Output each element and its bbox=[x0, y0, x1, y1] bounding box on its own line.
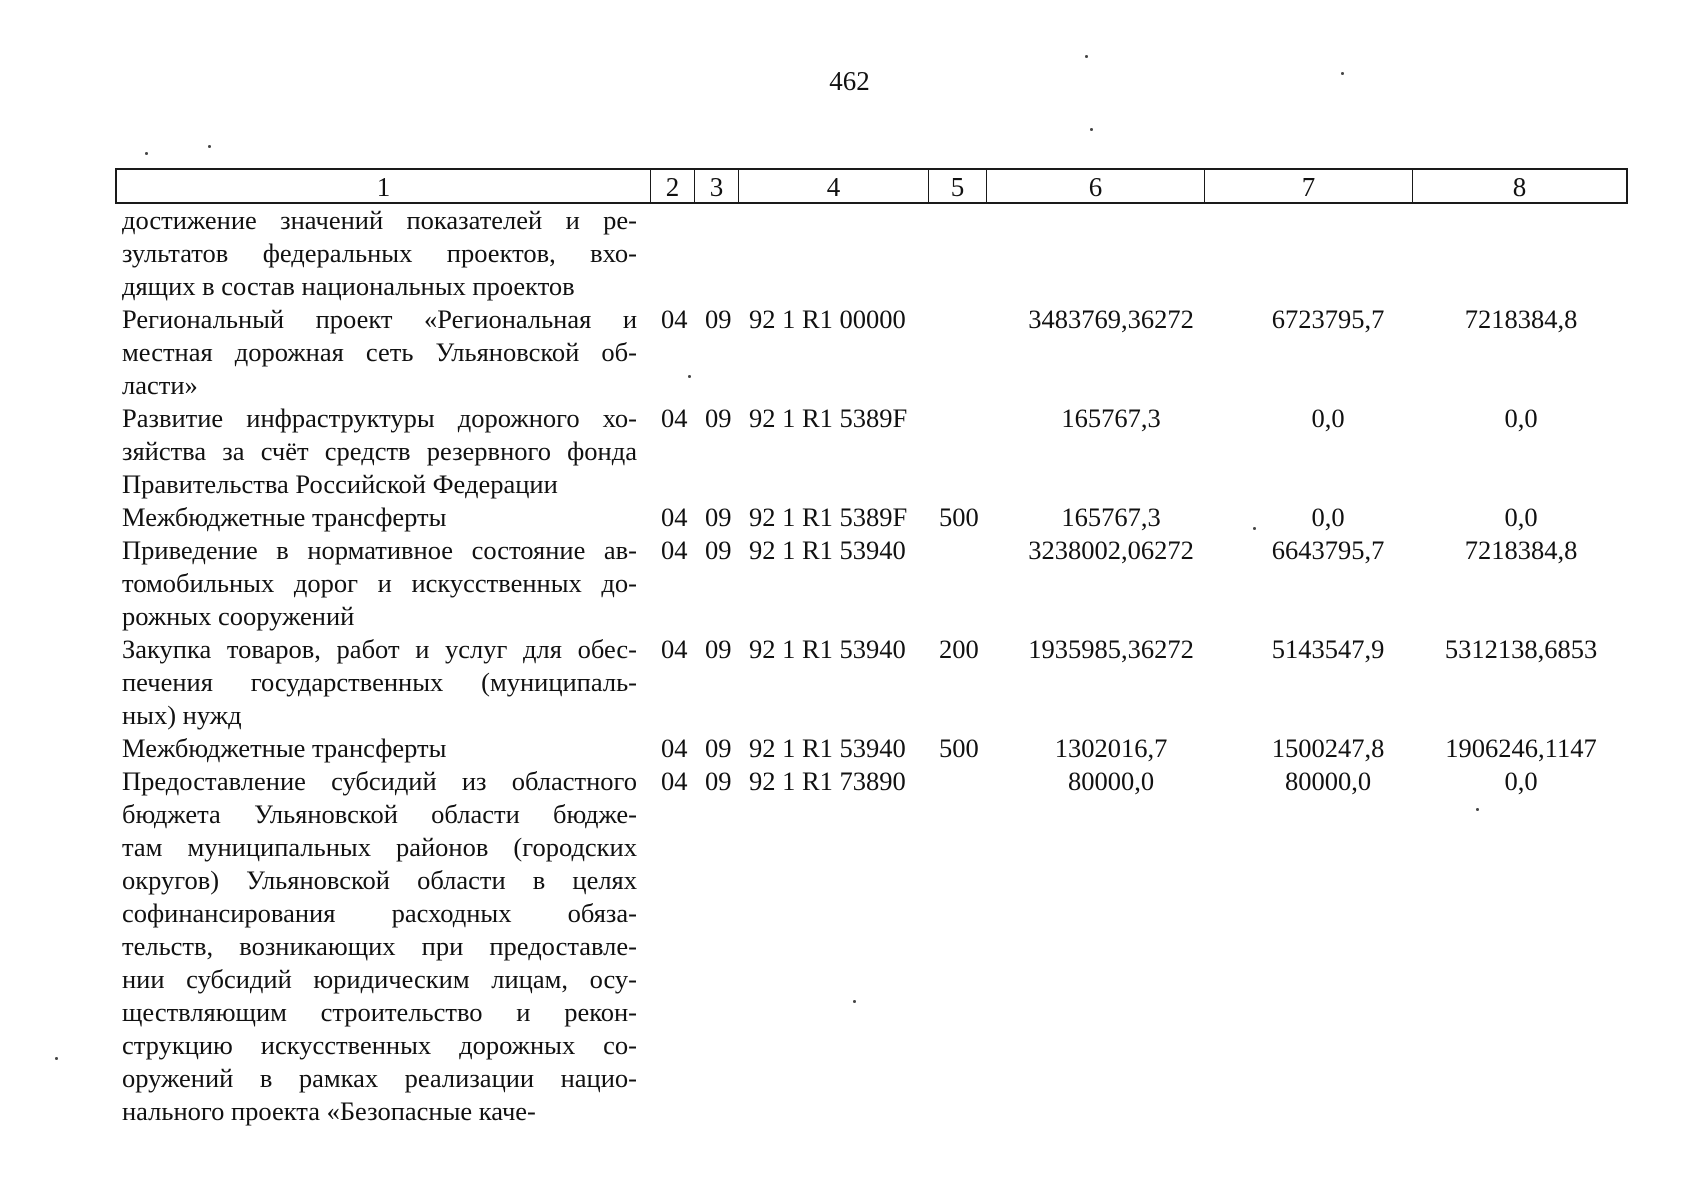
page-number: 462 bbox=[829, 66, 870, 96]
description-line: оружений в рамках реализации нацио- bbox=[122, 1063, 637, 1093]
cell-c7: 6643795,7 bbox=[1271, 535, 1385, 565]
cell-c6: 1302016,7 bbox=[1054, 733, 1168, 763]
description-line: зультатов федеральных проектов, вхо- bbox=[122, 238, 637, 268]
scan-speck bbox=[208, 145, 211, 148]
cell-c4: 92 1 R1 5389F bbox=[749, 502, 908, 532]
description-line: ласти» bbox=[122, 370, 198, 400]
description-line: Развитие инфраструктуры дорожного хо- bbox=[122, 403, 637, 433]
scan-speck bbox=[1090, 128, 1093, 131]
row-description bbox=[122, 204, 637, 303]
cell-c6: 165767,3 bbox=[1061, 502, 1161, 532]
cell-c8: 7218384,8 bbox=[1464, 304, 1578, 334]
cell-c8: 0,0 bbox=[1504, 403, 1538, 433]
cell-c5: 500 bbox=[939, 733, 979, 763]
cell-c3: 09 bbox=[705, 304, 732, 334]
cell-c4: 92 1 R1 00000 bbox=[749, 304, 906, 334]
cell-c7: 1500247,8 bbox=[1271, 733, 1385, 763]
cell-c7: 0,0 bbox=[1311, 403, 1345, 433]
table-row bbox=[122, 501, 1622, 534]
description-line: Региональный проект «Региональная и bbox=[122, 304, 637, 334]
cell-c4: 92 1 R1 73890 bbox=[749, 766, 906, 796]
cell-c8: 5312138,6853 bbox=[1444, 634, 1598, 664]
scan-speck bbox=[853, 1000, 856, 1003]
cell-c6: 3483769,36272 bbox=[1028, 304, 1194, 334]
table-row bbox=[122, 732, 1622, 765]
description-line: томобильных дорог и искусственных до- bbox=[122, 568, 637, 598]
row-description bbox=[122, 732, 637, 765]
cell-c6: 1935985,36272 bbox=[1028, 634, 1194, 664]
description-line: Закупка товаров, работ и услуг для обес- bbox=[122, 634, 637, 664]
cell-c4: 92 1 R1 53940 bbox=[749, 634, 906, 664]
cell-c7: 6723795,7 bbox=[1271, 304, 1385, 334]
column-header-2: 2 bbox=[651, 170, 695, 202]
description-line: софинансирования расходных обяза- bbox=[122, 898, 637, 928]
cell-c2: 04 bbox=[661, 502, 688, 532]
cell-c3: 09 bbox=[705, 535, 732, 565]
column-header-8: 8 bbox=[1512, 172, 1527, 202]
row-description bbox=[122, 303, 637, 402]
cell-c3: 09 bbox=[705, 502, 732, 532]
description-line: Приведение в нормативное состояние ав- bbox=[122, 535, 637, 565]
scan-speck bbox=[1476, 808, 1479, 811]
description-line: струкцию искусственных дорожных со- bbox=[122, 1030, 637, 1060]
table-row bbox=[122, 633, 1622, 732]
cell-c3: 09 bbox=[705, 403, 732, 433]
row-description bbox=[122, 633, 637, 732]
cell-c8: 0,0 bbox=[1504, 502, 1538, 532]
table-row bbox=[122, 534, 1622, 633]
table-row bbox=[122, 303, 1622, 402]
cell-c2: 04 bbox=[661, 304, 688, 334]
cell-c3: 09 bbox=[705, 634, 732, 664]
row-description bbox=[122, 765, 637, 1128]
table-row bbox=[122, 402, 1622, 501]
description-line: Правительства Российской Федерации bbox=[122, 469, 558, 499]
table-row bbox=[122, 765, 1622, 1128]
description-line: рожных сооружений bbox=[122, 601, 355, 631]
scan-speck bbox=[688, 375, 691, 378]
description-line: нии субсидий юридическим лицам, осу- bbox=[122, 964, 637, 994]
description-line: зяйства за счёт средств резервного фонда bbox=[122, 436, 637, 466]
column-header-1: 1 bbox=[117, 170, 651, 202]
cell-c2: 04 bbox=[661, 766, 688, 796]
cell-c5: 500 bbox=[939, 502, 979, 532]
cell-c4: 92 1 R1 5389F bbox=[749, 403, 908, 433]
description-line: печения государственных (муниципаль- bbox=[122, 667, 637, 697]
description-line: тельств, возникающих при предоставле- bbox=[122, 931, 637, 961]
column-header-3: 3 bbox=[695, 170, 739, 202]
column-header-row bbox=[115, 168, 1628, 204]
description-line: округов) Ульяновской области в целях bbox=[122, 865, 637, 895]
description-line: нального проекта «Безопасные каче- bbox=[122, 1096, 536, 1126]
scan-speck bbox=[145, 152, 148, 155]
cell-c3: 09 bbox=[705, 766, 732, 796]
row-description bbox=[122, 402, 637, 501]
column-header-7: 7 bbox=[1205, 170, 1413, 202]
table-body bbox=[122, 204, 1622, 1128]
cell-c2: 04 bbox=[661, 733, 688, 763]
cell-c6: 165767,3 bbox=[1061, 403, 1161, 433]
cell-c8: 1906246,1147 bbox=[1445, 733, 1597, 763]
cell-c6: 80000,0 bbox=[1067, 766, 1155, 796]
description-line: дящих в состав национальных проектов bbox=[122, 271, 575, 301]
column-header-4: 4 bbox=[739, 170, 929, 202]
cell-c2: 04 bbox=[661, 634, 688, 664]
cell-c2: 04 bbox=[661, 535, 688, 565]
description-line: ных) нужд bbox=[122, 700, 242, 730]
column-header-5: 5 bbox=[929, 170, 987, 202]
cell-c7: 0,0 bbox=[1311, 502, 1345, 532]
row-description bbox=[122, 501, 637, 534]
description-line: Предоставление субсидий из областного bbox=[122, 766, 637, 796]
cell-c7: 5143547,9 bbox=[1271, 634, 1385, 664]
scan-speck bbox=[1253, 527, 1256, 530]
cell-c8: 7218384,8 bbox=[1464, 535, 1578, 565]
scan-speck bbox=[55, 1057, 58, 1060]
cell-c3: 09 bbox=[705, 733, 732, 763]
row-description bbox=[122, 534, 637, 633]
scan-speck bbox=[1085, 55, 1088, 58]
description-line: ществляющим строительство и рекон- bbox=[122, 997, 637, 1027]
description-line: Межбюджетные трансферты bbox=[122, 502, 447, 532]
description-line: достижение значений показателей и ре- bbox=[122, 205, 637, 235]
table-row bbox=[122, 204, 1622, 303]
cell-c7: 80000,0 bbox=[1284, 766, 1372, 796]
cell-c8: 0,0 bbox=[1504, 766, 1538, 796]
description-line: там муниципальных районов (городских bbox=[122, 832, 637, 862]
description-line: местная дорожная сеть Ульяновской об- bbox=[122, 337, 637, 367]
scan-speck bbox=[1341, 72, 1344, 75]
column-header-6: 6 bbox=[987, 170, 1205, 202]
cell-c2: 04 bbox=[661, 403, 688, 433]
cell-c5: 200 bbox=[939, 634, 979, 664]
description-line: бюджета Ульяновской области бюдже- bbox=[122, 799, 637, 829]
cell-c4: 92 1 R1 53940 bbox=[749, 535, 906, 565]
cell-c4: 92 1 R1 53940 bbox=[749, 733, 906, 763]
cell-c6: 3238002,06272 bbox=[1028, 535, 1194, 565]
description-line: Межбюджетные трансферты bbox=[122, 733, 447, 763]
